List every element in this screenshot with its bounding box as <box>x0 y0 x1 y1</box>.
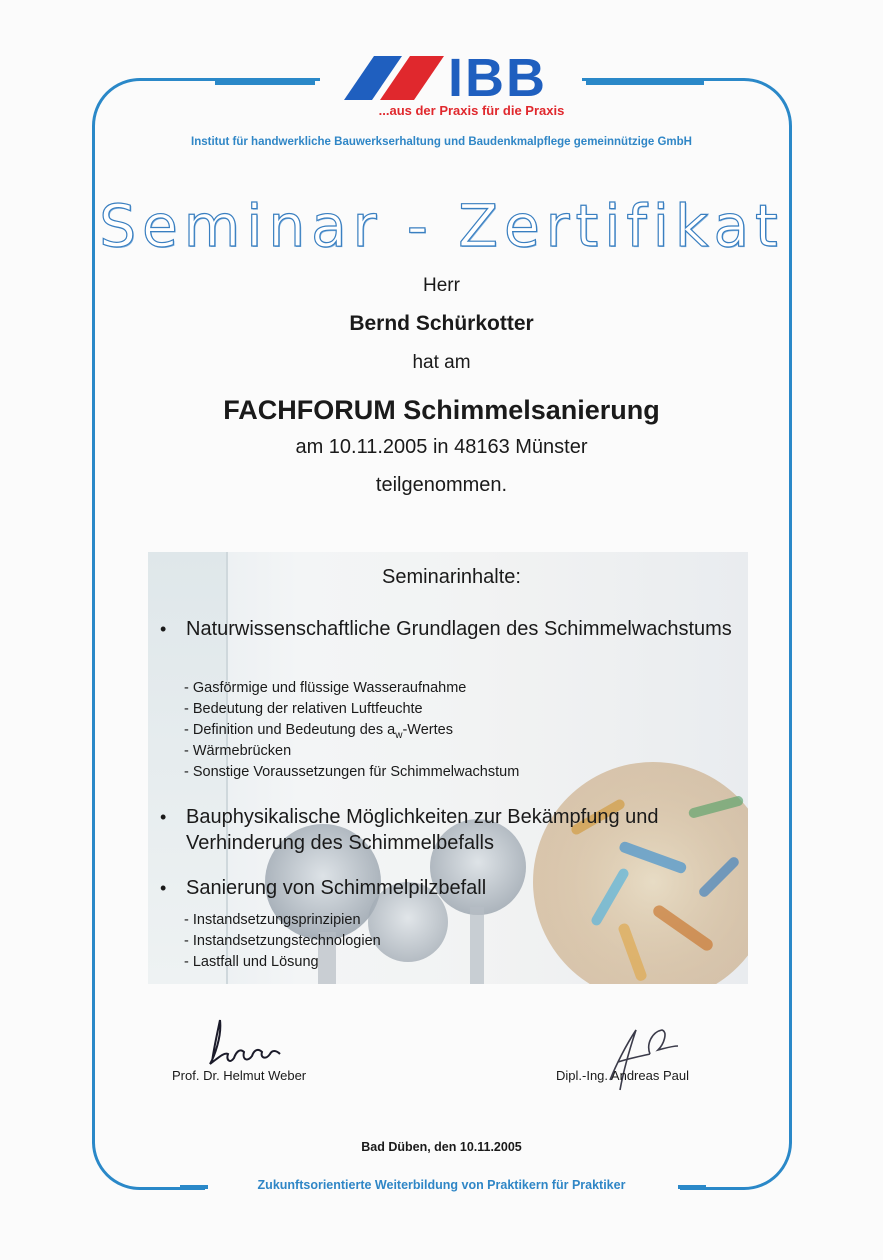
subitem: - Instandsetzungstechnologien <box>184 933 381 949</box>
footer-slogan: Zukunftsorientierte Weiterbildung von Praktikern für Praktiker <box>257 1178 626 1192</box>
salutation: Herr <box>423 275 460 296</box>
content-item-title: Sanierung von Schimmelpilzbefall <box>186 877 487 899</box>
bullet-icon: • <box>160 619 167 639</box>
subitem-aw-value <box>184 720 519 741</box>
header-rule-left <box>215 81 315 85</box>
place-date: Bad Düben, den 10.11.2005 <box>361 1140 522 1154</box>
content-item-title: Naturwissenschaftliche Grundlagen des Schimmelwachstums <box>186 618 732 640</box>
institute-name: Institut für handwerkliche Bauwerkserhaltung und Baudenkmalpflege gemeinnützige GmbH <box>191 136 692 148</box>
subscript-w: w <box>395 729 403 741</box>
event-title: FACHFORUM Schimmelsanierung <box>223 395 660 425</box>
subitem: - Gasförmige und flüssige Wasseraufnahme <box>184 680 467 696</box>
bullet-icon: • <box>160 878 167 898</box>
bullet-icon: • <box>160 807 167 827</box>
content-item-title: Bauphysikalische Möglichkeiten zur Bekämpfung und Verhinderung des Schimmelbefalls <box>186 806 659 854</box>
hat-am-text: hat am <box>412 352 471 373</box>
subitem-list-1 <box>184 678 519 783</box>
subitem-text: -Wertes <box>402 722 453 738</box>
subitem: - Sonstige Voraussetzungen für Schimmelwachstum <box>184 764 520 780</box>
subitem: - Instandsetzungsprinzipien <box>184 912 361 928</box>
subitem-text: - Definition und Bedeutung des a <box>184 722 396 738</box>
subitem: - Bedeutung der relativen Luftfeuchte <box>184 701 423 717</box>
subitem-list-3 <box>184 910 381 973</box>
header-rule-right <box>586 81 704 85</box>
logo-text: IBB <box>448 48 547 108</box>
recipient-name: Bernd Schürkotter <box>349 312 534 335</box>
ibb-logo <box>340 48 560 108</box>
subitem: - Wärmebrücken <box>184 743 292 759</box>
certificate-title: Seminar - Zertifikat <box>99 192 784 260</box>
participated-text: teilgenommen. <box>375 474 508 496</box>
subitem: - Lastfall und Lösung <box>184 954 319 970</box>
contents-heading: Seminarinhalte: <box>382 566 521 588</box>
signature-right-name: Dipl.-Ing. Andreas Paul <box>556 1068 689 1083</box>
signature-paul-icon <box>580 1010 690 1100</box>
event-date-place: am 10.11.2005 in 48163 Münster <box>295 436 588 458</box>
signature-weber-icon <box>200 1012 290 1072</box>
logo-mark-icon <box>344 54 448 102</box>
signature-left-name: Prof. Dr. Helmut Weber <box>172 1068 307 1083</box>
tagline: ...aus der Praxis für die Praxis <box>378 103 565 118</box>
